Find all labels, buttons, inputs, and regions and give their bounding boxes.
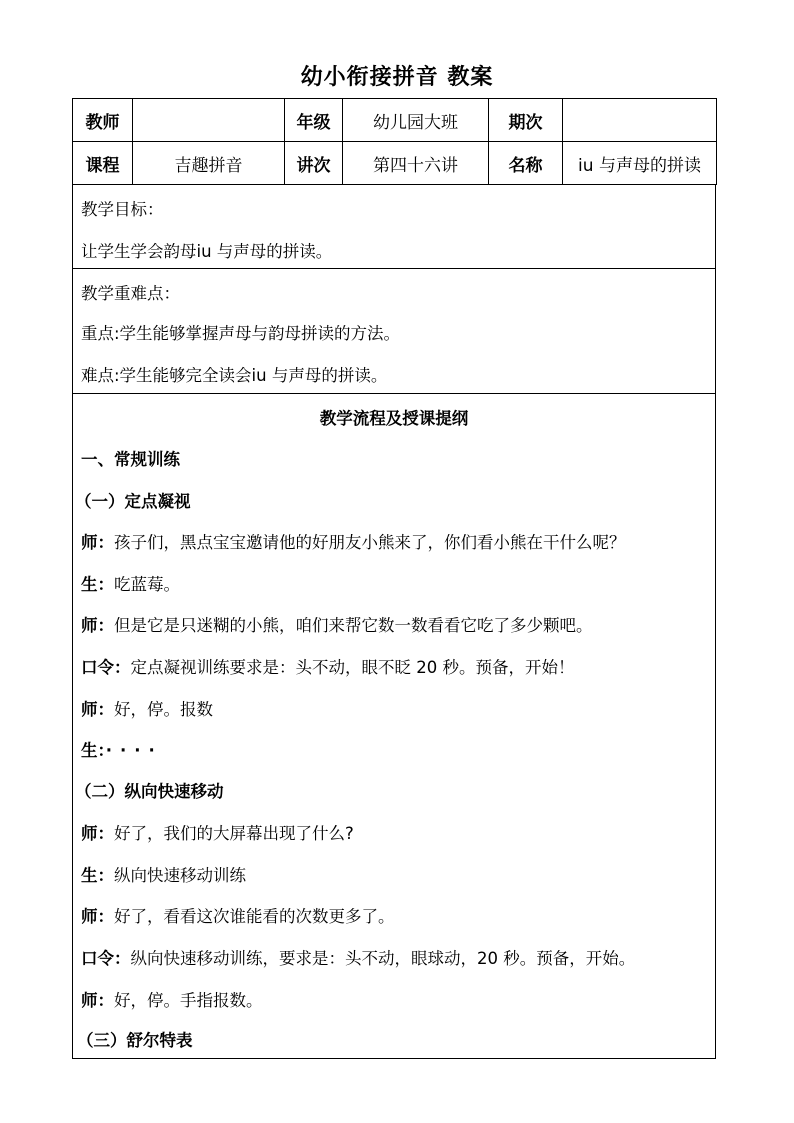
speaker: 生： [81, 866, 114, 885]
header-row-2 [73, 142, 717, 185]
dialogue-line [81, 529, 626, 553]
header-row-1 [73, 99, 717, 142]
utterance: 好了，我们的大屏幕出现了什么? [114, 824, 354, 843]
speaker: 师： [81, 991, 114, 1010]
key-point-text: 重点:学生能够掌握声母与韵母拼读的方法。 [81, 324, 401, 343]
lesson-value: 第四十六讲 [343, 142, 489, 185]
utterance: 但是它是只迷糊的小熊，咱们来帮它数一数看看它吃了多少颗吧。 [114, 616, 593, 635]
dialogue-line [81, 862, 246, 886]
header-table [72, 98, 717, 185]
speaker: 生： [81, 575, 114, 594]
key-points-heading: 教学重难点： [81, 284, 180, 303]
flow-heading: 教学流程及授课提纲 [319, 409, 469, 428]
goals-section [72, 184, 716, 269]
dialogue-line [81, 696, 213, 720]
term-value [563, 99, 717, 142]
utterance: 孩子们，黑点宝宝邀请他的好朋友小熊来了，你们看小熊在干什么呢？ [114, 533, 626, 552]
utterance: 吃蓝莓。 [114, 575, 180, 594]
subsection-2-heading: （二）纵向快速移动 [75, 782, 224, 801]
utterance: 纵向快速移动训练，要求是：头不动，眼球动，20 秒。预备，开始。 [130, 949, 636, 968]
teacher-value [133, 99, 285, 142]
speaker: 口令： [81, 658, 131, 677]
teacher-label: 教师 [73, 99, 133, 142]
dialogue-line [81, 571, 180, 595]
key-points-section [72, 268, 716, 394]
section-1-heading: 一、常规训练 [81, 450, 180, 469]
goals-text: 让学生学会韵母iu 与声母的拼读。 [81, 242, 333, 261]
name-value: iu 与声母的拼读 [563, 142, 717, 185]
speaker: 师： [81, 616, 114, 635]
course-label: 课程 [73, 142, 133, 185]
term-label: 期次 [489, 99, 563, 142]
document-title: 幼小衔接拼音 教案 [300, 65, 494, 90]
dialogue-line [81, 737, 163, 761]
speaker: 生： [81, 741, 106, 760]
subsection-3-heading: （三）舒尔特表 [77, 1031, 193, 1050]
speaker: 师： [81, 700, 114, 719]
difficult-point-text: 难点:学生能够完全读会iu 与声母的拼读。 [81, 366, 388, 385]
goals-heading: 教学目标： [81, 200, 164, 219]
dialogue-line [81, 612, 593, 636]
dialogue-line [81, 903, 395, 927]
lesson-label: 讲次 [285, 142, 343, 185]
speaker: 师： [81, 533, 114, 552]
speaker: 口令： [81, 949, 131, 968]
utterance: 好，停。手指报数。 [114, 991, 263, 1010]
flow-section [72, 393, 716, 1059]
utterance: 好，停。报数 [114, 700, 213, 719]
grade-label: 年级 [285, 99, 343, 142]
utterance: 好了，看看这次谁能看的次数更多了。 [114, 907, 395, 926]
grade-value: 幼儿园大班 [343, 99, 489, 142]
dialogue-line [81, 987, 263, 1011]
name-label: 名称 [489, 142, 563, 185]
speaker: 师： [81, 824, 114, 843]
dialogue-line [81, 820, 354, 844]
utterance: 纵向快速移动训练 [114, 866, 246, 885]
dialogue-line [81, 945, 635, 969]
speaker: 师： [81, 907, 114, 926]
utterance: 定点凝视训练要求是：头不动，眼不眨 20 秒。预备，开始！ [130, 658, 575, 677]
subsection-1-heading: （一）定点凝视 [75, 492, 191, 511]
dialogue-line [81, 654, 575, 678]
utterance: ···· [105, 741, 163, 760]
course-value: 吉趣拼音 [133, 142, 285, 185]
